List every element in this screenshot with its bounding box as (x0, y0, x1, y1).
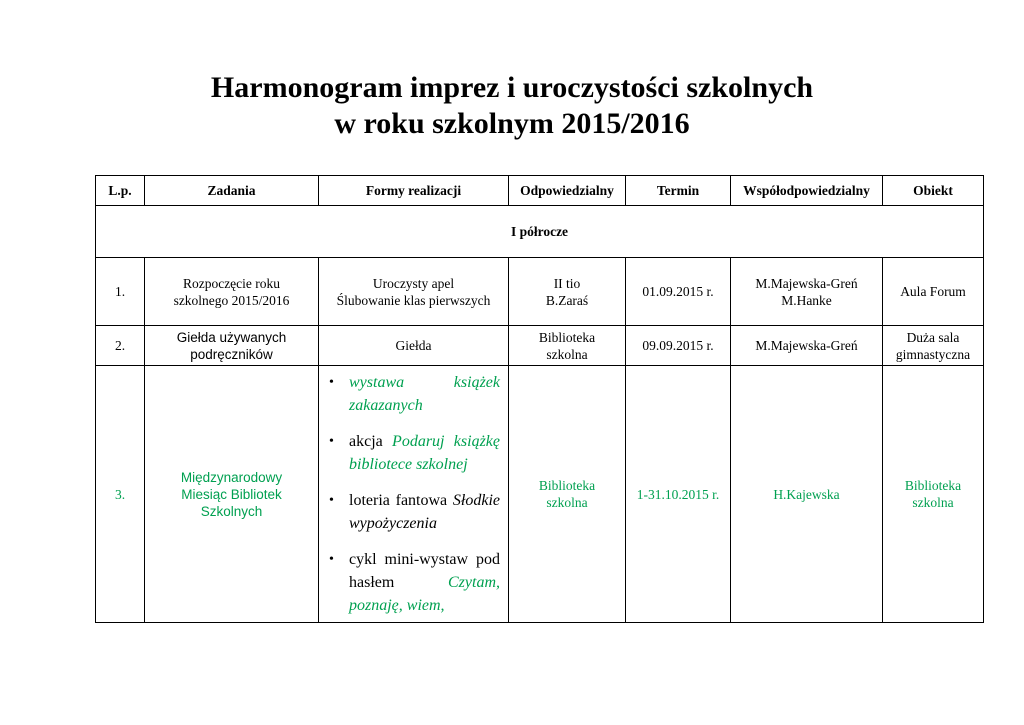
item-plain: loteria fantowa (349, 492, 453, 509)
task-cell (145, 258, 319, 326)
semester-label: I półrocze (96, 206, 984, 258)
list-item (323, 430, 500, 476)
list-item (323, 548, 500, 617)
header-coresponsible: Współodpowiedzialny (731, 176, 883, 206)
task-line: Miesiąc Bibliotek (181, 486, 282, 502)
task-line: Rozpoczęcie roku (182, 275, 281, 291)
coresponsible-line: M.Hanke (781, 292, 832, 308)
responsible-cell (509, 258, 626, 326)
place-line: szkolna (912, 495, 954, 510)
row-number: 2. (96, 326, 145, 366)
header-date: Termin (626, 176, 731, 206)
forms-cell: Giełda (319, 326, 509, 366)
place-line: gimnastyczna (895, 346, 971, 362)
title-line-2: w roku szkolnym 2015/2016 (334, 107, 690, 140)
date-cell: 1-31.10.2015 r. (626, 366, 731, 623)
task-cell (145, 326, 319, 366)
title-line-1: Harmonogram imprez i uroczystości szkolnych (210, 71, 814, 104)
task-line: Szkolnych (200, 503, 263, 519)
header-place: Obiekt (883, 176, 984, 206)
place-line: Duża sala (906, 329, 960, 345)
responsible-line: szkolna (546, 495, 588, 510)
header-row (96, 176, 984, 206)
item-plain: akcja (349, 433, 393, 450)
coresponsible-cell (731, 258, 883, 326)
row-number: 1. (96, 258, 145, 326)
task-line: Międzynarodowy (180, 469, 283, 485)
list-item (323, 489, 500, 535)
responsible-line: B.Zaraś (545, 292, 589, 308)
responsible-line: szkolna (546, 346, 588, 362)
page-title (0, 70, 1024, 142)
place-cell (883, 366, 984, 623)
forms-line: Ślubowanie klas pierwszych (336, 292, 491, 308)
header-responsible: Odpowiedzialny (509, 176, 626, 206)
responsible-cell (509, 366, 626, 623)
table-row (96, 326, 984, 366)
responsible-line: Biblioteka (538, 478, 596, 493)
semester-row (96, 206, 984, 258)
coresponsible-line: M.Majewska-Greń (755, 275, 858, 291)
row-number: 3. (96, 366, 145, 623)
place-cell: Aula Forum (883, 258, 984, 326)
item-italic: wystawa książek zakazanych (349, 374, 500, 414)
list-item (323, 371, 500, 417)
forms-list (323, 371, 504, 617)
item-italic: Podaruj książkę bibliotece szkolnej (349, 433, 500, 473)
coresponsible-cell: M.Majewska-Greń (731, 326, 883, 366)
bullet-icon: • (329, 552, 334, 567)
header-lp: L.p. (96, 176, 145, 206)
item-italic: Słodkie wypożyczenia (349, 492, 500, 532)
header-tasks: Zadania (145, 176, 319, 206)
responsible-cell (509, 326, 626, 366)
table-row (96, 258, 984, 326)
item-plain: cykl mini-wystaw pod hasłem (349, 551, 500, 591)
bullet-icon: • (329, 434, 334, 449)
date-cell: 01.09.2015 r. (626, 258, 731, 326)
forms-cell (319, 258, 509, 326)
task-line: podręczników (190, 346, 273, 362)
task-line: szkolnego 2015/2016 (173, 292, 290, 308)
forms-cell (319, 366, 509, 623)
table-row (96, 366, 984, 623)
forms-line: Uroczysty apel (372, 275, 455, 291)
place-cell (883, 326, 984, 366)
task-line: Giełda używanych (176, 329, 287, 345)
coresponsible-cell: H.Kajewska (731, 366, 883, 623)
responsible-line: II tio (553, 275, 581, 291)
header-forms: Formy realizacji (319, 176, 509, 206)
responsible-line: Biblioteka (538, 329, 596, 345)
task-cell (145, 366, 319, 623)
date-cell: 09.09.2015 r. (626, 326, 731, 366)
schedule-table (95, 175, 984, 623)
place-line: Biblioteka (904, 478, 962, 493)
bullet-icon: • (329, 375, 334, 390)
bullet-icon: • (329, 493, 334, 508)
item-italic: Czytam, poznaję, wiem, (349, 574, 500, 614)
